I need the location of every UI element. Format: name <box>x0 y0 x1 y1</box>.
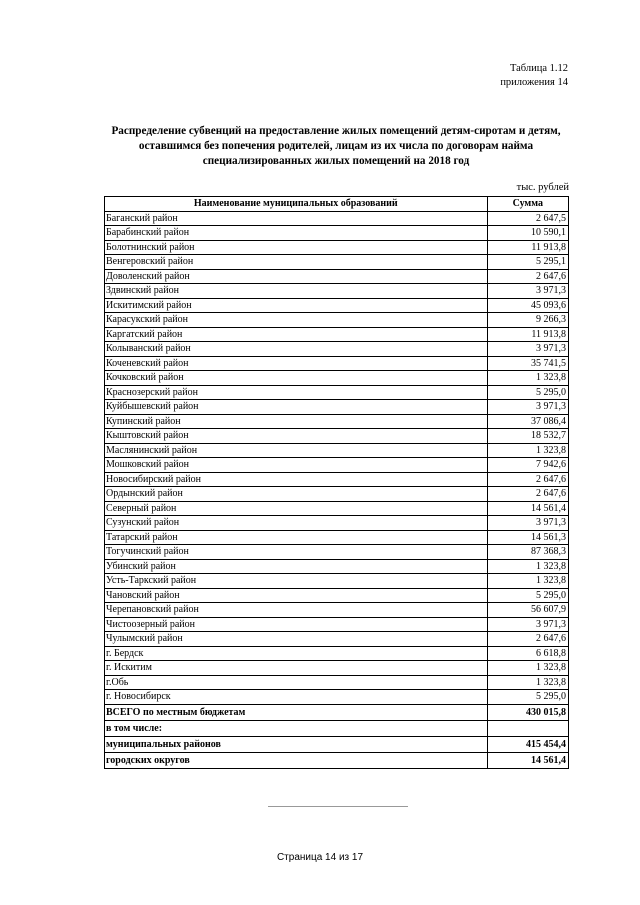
table-row <box>105 588 569 603</box>
municipality-sum: 18 532,7 <box>487 429 568 444</box>
municipality-sum: 5 295,0 <box>487 588 568 603</box>
table-row <box>105 487 569 502</box>
municipality-name: Коченевский район <box>105 356 488 371</box>
table-row <box>105 226 569 241</box>
total-sum: 415 454,4 <box>487 736 568 752</box>
total-row <box>105 736 569 752</box>
municipality-sum: 2 647,5 <box>487 211 568 226</box>
table-row <box>105 255 569 270</box>
municipality-sum: 2 647,6 <box>487 487 568 502</box>
table-row <box>105 530 569 545</box>
municipality-sum: 5 295,0 <box>487 385 568 400</box>
municipality-sum: 3 971,3 <box>487 400 568 415</box>
municipality-sum: 3 971,3 <box>487 342 568 357</box>
municipality-name: г. Искитим <box>105 661 488 676</box>
municipality-name: Усть-Таркский район <box>105 574 488 589</box>
table-row <box>105 501 569 516</box>
table-row <box>105 356 569 371</box>
table-row <box>105 298 569 313</box>
total-label: муниципальных районов <box>105 736 488 752</box>
municipality-name: Болотнинский район <box>105 240 488 255</box>
table-reference <box>500 62 568 90</box>
table-row <box>105 632 569 647</box>
table-row <box>105 661 569 676</box>
table-row <box>105 574 569 589</box>
municipality-sum: 7 942,6 <box>487 458 568 473</box>
table-row <box>105 443 569 458</box>
table-row <box>105 385 569 400</box>
municipality-sum: 1 323,8 <box>487 661 568 676</box>
total-sum: 430 015,8 <box>487 704 568 720</box>
table-row <box>105 516 569 531</box>
total-row <box>105 704 569 720</box>
municipality-name: Северный район <box>105 501 488 516</box>
municipality-name: Чулымский район <box>105 632 488 647</box>
table-row <box>105 472 569 487</box>
table-row <box>105 603 569 618</box>
municipality-sum: 87 368,3 <box>487 545 568 560</box>
municipality-sum: 1 323,8 <box>487 675 568 690</box>
table-row <box>105 559 569 574</box>
table-row <box>105 646 569 661</box>
municipality-name: г. Новосибирск <box>105 690 488 705</box>
municipality-name: Доволенский район <box>105 269 488 284</box>
municipality-name: Кочковский район <box>105 371 488 386</box>
municipality-name: Каргатский район <box>105 327 488 342</box>
municipality-sum: 10 590,1 <box>487 226 568 241</box>
municipality-name: Убинский район <box>105 559 488 574</box>
table-row <box>105 400 569 415</box>
table-row <box>105 414 569 429</box>
table-number: Таблица 1.12 <box>509 63 568 74</box>
municipality-sum: 9 266,3 <box>487 313 568 328</box>
municipality-name: Кыштовский район <box>105 429 488 444</box>
municipality-sum: 3 971,3 <box>487 284 568 299</box>
municipality-sum: 11 913,8 <box>487 327 568 342</box>
table-row <box>105 675 569 690</box>
municipality-name: Барабинский район <box>105 226 488 241</box>
table-row <box>105 342 569 357</box>
table-row <box>105 371 569 386</box>
page-number: Страница 14 из 17 <box>276 852 364 863</box>
total-label: в том числе: <box>105 720 488 736</box>
municipality-sum: 2 647,6 <box>487 269 568 284</box>
municipality-name: Татарский район <box>105 530 488 545</box>
total-sum: 14 561,4 <box>487 752 568 768</box>
municipality-sum: 2 647,6 <box>487 632 568 647</box>
municipality-name: Ордынский район <box>105 487 488 502</box>
municipality-sum: 1 323,8 <box>487 371 568 386</box>
municipality-name: Колыванский район <box>105 342 488 357</box>
municipality-sum: 1 323,8 <box>487 443 568 458</box>
municipality-sum: 5 295,1 <box>487 255 568 270</box>
table-row <box>105 327 569 342</box>
municipality-sum: 11 913,8 <box>487 240 568 255</box>
table-row <box>105 284 569 299</box>
column-header-name: Наименование муниципальных образований <box>105 197 488 212</box>
municipality-name: Черепановский район <box>105 603 488 618</box>
municipality-name: Венгеровский район <box>105 255 488 270</box>
total-label: городских округов <box>105 752 488 768</box>
total-label: ВСЕГО по местным бюджетам <box>105 704 488 720</box>
table-row <box>105 545 569 560</box>
table-row <box>105 313 569 328</box>
municipality-name: Сузунский район <box>105 516 488 531</box>
table-row <box>105 458 569 473</box>
total-sum <box>487 720 568 736</box>
table-header-row <box>105 197 569 212</box>
table-row <box>105 690 569 705</box>
municipality-sum: 37 086,4 <box>487 414 568 429</box>
municipality-sum: 6 618,8 <box>487 646 568 661</box>
municipality-name: Тогучинский район <box>105 545 488 560</box>
column-header-sum: Сумма <box>487 197 568 212</box>
table-row <box>105 240 569 255</box>
municipality-name: Маслянинский район <box>105 443 488 458</box>
municipality-sum: 1 323,8 <box>487 559 568 574</box>
total-row <box>105 720 569 736</box>
footer-divider <box>268 806 408 807</box>
municipality-name: Искитимский район <box>105 298 488 313</box>
municipality-sum: 56 607,9 <box>487 603 568 618</box>
table-row <box>105 429 569 444</box>
table-row <box>105 269 569 284</box>
municipality-sum: 14 561,4 <box>487 501 568 516</box>
municipality-name: Краснозерский район <box>105 385 488 400</box>
unit-label: тыс. рублей <box>516 182 569 193</box>
appendix-number: приложения 14 <box>500 77 568 88</box>
municipality-name: Чановский район <box>105 588 488 603</box>
municipality-sum: 3 971,3 <box>487 516 568 531</box>
municipality-name: Карасукский район <box>105 313 488 328</box>
municipality-name: Куйбышевский район <box>105 400 488 415</box>
municipality-name: Купинский район <box>105 414 488 429</box>
municipality-sum: 1 323,8 <box>487 574 568 589</box>
municipality-name: г. Бердск <box>105 646 488 661</box>
municipality-name: Новосибирский район <box>105 472 488 487</box>
municipality-sum: 14 561,3 <box>487 530 568 545</box>
municipality-sum: 2 647,6 <box>487 472 568 487</box>
municipality-name: г.Обь <box>105 675 488 690</box>
municipality-name: Здвинский район <box>105 284 488 299</box>
table-row <box>105 211 569 226</box>
municipality-name: Чистоозерный район <box>105 617 488 632</box>
municipality-sum: 45 093,6 <box>487 298 568 313</box>
municipality-sum: 5 295,0 <box>487 690 568 705</box>
municipality-sum: 35 741,5 <box>487 356 568 371</box>
municipality-sum: 3 971,3 <box>487 617 568 632</box>
table-row <box>105 617 569 632</box>
municipality-name: Мошковский район <box>105 458 488 473</box>
municipality-name: Баганский район <box>105 211 488 226</box>
document-title: Распределение субвенций на предоставление жилых помещений детям-сиротам и детям, оставшимся без попечения родителей, лицам из их числа по договорам найма специализированных жилых помещений на 2018 год <box>111 125 561 167</box>
subvention-table <box>104 196 569 769</box>
total-row <box>105 752 569 768</box>
